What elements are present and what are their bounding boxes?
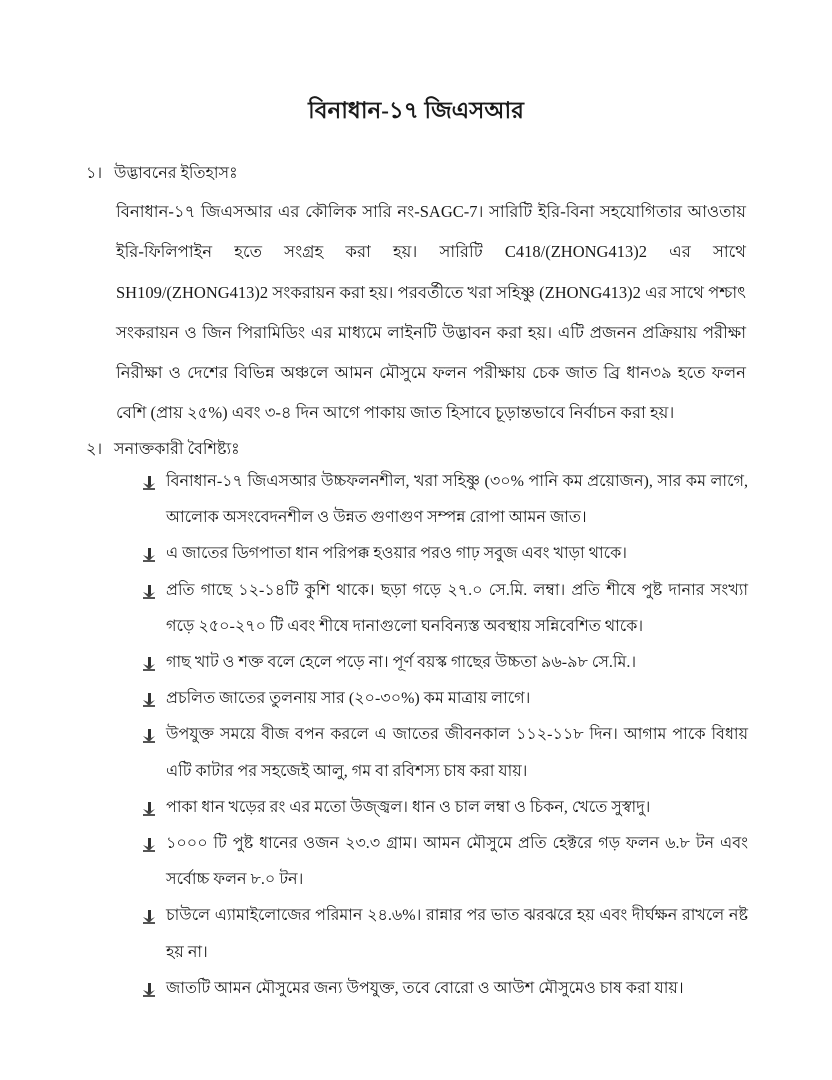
list-item-text: প্রতি গাছে ১২-১৪টি কুশি থাকে। ছড়া গড়ে ২৭.০ সে.মি. লম্বা। প্রতি শীষে পুষ্ট দানার সংখ্যা গড়ে ২৫০-২৭০ টি এবং শীষে দানাগুলো ঘনবিন্যস্ত অবস্থায় সন্নিবেশিত থাকে।	[166, 581, 748, 635]
down-arrow-icon	[142, 657, 156, 671]
section-number: ১।	[86, 165, 103, 182]
down-arrow-icon	[142, 729, 156, 743]
section-heading-text: উদ্ভাবনের ইতিহাসঃ	[114, 165, 238, 182]
down-arrow-icon	[142, 910, 156, 924]
list-item-text: জাতটি আমন মৌসুমের জন্য উপযুক্ত, তবে বোরো ও আউশ মৌসুমেও চাষ করা যায়।	[166, 979, 684, 997]
document-title: বিনাধান-১৭ জিএসআর	[308, 98, 524, 123]
down-arrow-icon	[142, 983, 156, 997]
list-item	[142, 790, 748, 826]
characteristics-list	[142, 464, 748, 1007]
list-item	[142, 681, 748, 717]
list-item	[142, 645, 748, 681]
list-item	[142, 898, 748, 970]
list-item	[142, 971, 748, 1007]
list-item-text: ১০০০ টি পুষ্ট ধানের ওজন ২৩.৩ গ্রাম। আমন মৌসুমে প্রতি হেক্টরে গড় ফলন ৬.৮ টন এবং সর্বোচ্চ ফলন ৮.০ টন।	[166, 835, 748, 889]
down-arrow-icon	[142, 585, 156, 599]
history-paragraph	[116, 192, 746, 434]
list-item-text: উপযুক্ত সময়ে বীজ বপন করলে এ জাতের জীবনকাল ১১২-১১৮ দিন। আগাম পাকে বিধায় এটি কাটার পর সহজেই আলু, গম বা রবিশস্য চাষ করা যায়।	[166, 726, 748, 780]
section-heading-characteristics	[86, 436, 240, 463]
down-arrow-icon	[142, 838, 156, 852]
list-item	[142, 717, 748, 789]
down-arrow-icon	[142, 693, 156, 707]
list-item-text: এ জাতের ডিগপাতা ধান পরিপক্ক হওয়ার পরও গাঢ় সবুজ এবং খাড়া থাকে।	[166, 545, 628, 563]
list-item	[142, 573, 748, 645]
list-item	[142, 536, 748, 572]
section-heading-history	[86, 160, 238, 187]
list-item-text: গাছ খাট ও শক্ত বলে হেলে পড়ে না। পূর্ণ বয়স্ক গাছের উচ্চতা ৯৬-৯৮ সে.মি.।	[166, 654, 637, 672]
list-item-text: পাকা ধান খড়ের রং এর মতো উজ্জ্বল। ধান ও চাল লম্বা ও চিকন, খেতে সুস্বাদু।	[166, 798, 651, 816]
list-item-text: বিনাধান-১৭ জিএসআর উচ্চফলনশীল, খরা সহিষ্ণু (৩০% পানি কম প্রয়োজন), সার কম লাগে, আলোক অসংবেদনশীল ও উন্নত গুণাগুণ সম্পন্ন রোপা আমন জাত।	[166, 473, 748, 527]
down-arrow-icon	[142, 476, 156, 490]
down-arrow-icon	[142, 802, 156, 816]
list-item	[142, 464, 748, 536]
list-item-text: চাউলে এ্যামাইলোজের পরিমান ২৪.৬%। রান্নার পর ভাত ঝরঝরে হয় এবং দীর্ঘক্ষন রাখলে নষ্ট হয় না।	[166, 907, 748, 961]
section-heading-text: সনাক্তকারী বৈশিষ্ট্যঃ	[114, 441, 240, 458]
down-arrow-icon	[142, 548, 156, 562]
history-text: বিনাধান-১৭ জিএসআর এর কৌলিক সারি নং-SAGC-7। সারিটি ইরি-বিনা সহযোগিতার আওতায় ইরি-ফিলিপাইন হতে সংগ্রহ করা হয়। সারিটি C418/(ZHONG413)2 এর সাথে SH109/(ZHONG413)2 সংকরায়ন করা হয়। পরবর্তীতে খরা সহিষ্ণু (ZHONG413)2 এর সাথে পশ্চাৎ সংকরায়ন ও জিন পিরামিডিং এর মাধ্যমে লাইনটি উদ্ভাবন করা হয়। এটি প্রজনন প্রক্রিয়ায় পরীক্ষা নিরীক্ষা ও দেশের বিভিন্ন অঞ্চলে আমন মৌসুমে ফলন পরীক্ষায় চেক জাত ব্রি ধান৩৯ হতে ফলন বেশি (প্রায় ২৫%) এবং ৩-৪ দিন আগে পাকায় জাত হিসাবে চূড়ান্তভাবে নির্বাচন করা হয়।	[116, 202, 746, 423]
list-item-text: প্রচলিত জাতের তুলনায় সার (২০-৩০%) কম মাত্রায় লাগে।	[166, 690, 531, 708]
section-number: ২।	[86, 441, 103, 458]
list-item	[142, 826, 748, 898]
